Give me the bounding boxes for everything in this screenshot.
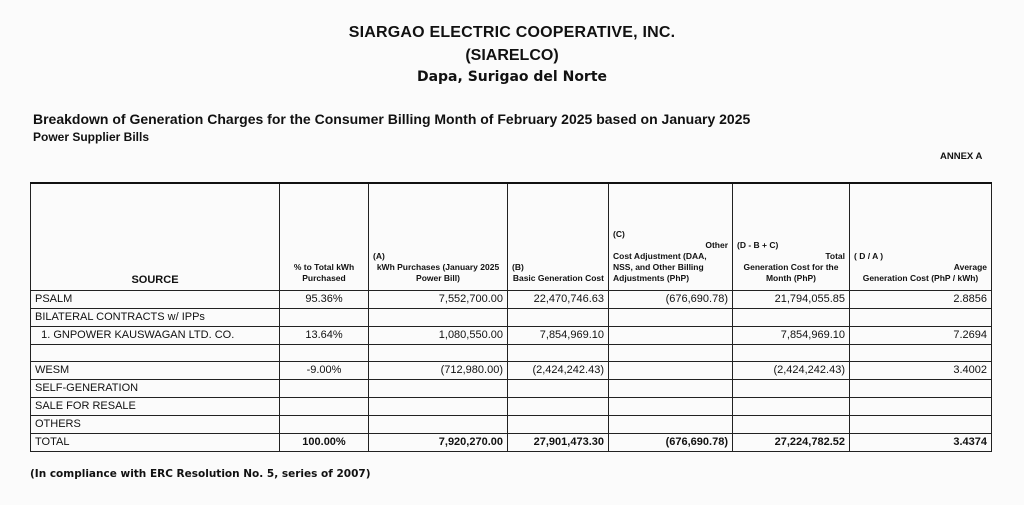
cell-avg <box>850 345 992 362</box>
cell-kwh: 1,080,550.00 <box>369 327 508 345</box>
cell-avg: 7.2694 <box>850 327 992 345</box>
col-header-basic <box>508 183 609 291</box>
cell-total <box>733 398 850 416</box>
cell-pct: 95.36% <box>280 291 369 309</box>
compliance-note: (In compliance with ERC Resolution No. 5, series of 2007) <box>30 468 371 480</box>
cell-source: SELF-GENERATION <box>31 380 280 398</box>
document-title <box>33 110 863 146</box>
cell-avg: 2.8856 <box>850 291 992 309</box>
cell-other <box>609 398 733 416</box>
cell-pct: 13.64% <box>280 327 369 345</box>
cell-source: WESM <box>31 362 280 380</box>
annex-label: ANNEX A <box>940 151 983 162</box>
cell-pct <box>280 380 369 398</box>
table-row <box>31 345 992 362</box>
col-header-other <box>609 183 733 291</box>
cell-total <box>733 416 850 434</box>
col-header-other-mark: (C) <box>613 229 625 239</box>
col-header-kwh-label: kWh Purchases (January 2025 Power Bill) <box>376 262 500 283</box>
total-kwh: 7,920,270.00 <box>369 434 508 452</box>
cell-pct <box>280 416 369 434</box>
col-header-avg <box>850 183 992 291</box>
cell-kwh <box>369 416 508 434</box>
cell-total <box>733 309 850 327</box>
col-header-total-label: Generation Cost for the Month (PhP) <box>743 262 839 283</box>
organization-abbreviation: (SIARELCO) <box>465 47 559 64</box>
cell-total: (2,424,242.43) <box>733 362 850 380</box>
cell-other: (676,690.78) <box>609 291 733 309</box>
table-row <box>31 291 992 309</box>
generation-charges-table <box>30 182 992 452</box>
cell-source: PSALM <box>31 291 280 309</box>
col-header-basic-mark: (B) <box>512 262 524 272</box>
cell-basic <box>508 398 609 416</box>
cell-pct <box>280 309 369 327</box>
cell-total <box>733 380 850 398</box>
title-line-1: Breakdown of Generation Charges for the Consumer Billing Month of February 2025 based on January 2025 <box>33 111 751 127</box>
cell-avg <box>850 398 992 416</box>
cell-kwh: 7,552,700.00 <box>369 291 508 309</box>
table-row <box>31 309 992 327</box>
cell-source: OTHERS <box>31 416 280 434</box>
cell-pct <box>280 345 369 362</box>
total-other: (676,690.78) <box>609 434 733 452</box>
cell-pct <box>280 398 369 416</box>
cell-kwh <box>369 309 508 327</box>
total-pct: 100.00% <box>280 434 369 452</box>
col-header-kwh <box>369 183 508 291</box>
cell-kwh <box>369 398 508 416</box>
cell-basic: 22,470,746.63 <box>508 291 609 309</box>
cell-source: SALE FOR RESALE <box>31 398 280 416</box>
cell-basic <box>508 380 609 398</box>
cell-source: 1. GNPOWER KAUSWAGAN LTD. CO. <box>31 327 280 345</box>
cell-total: 7,854,969.10 <box>733 327 850 345</box>
col-header-avg-label: Generation Cost (PhP / kWh) <box>862 273 979 283</box>
cell-basic <box>508 309 609 327</box>
col-header-other-head: Other <box>705 240 728 250</box>
cell-kwh: (712,980.00) <box>369 362 508 380</box>
cell-total: 21,794,055.85 <box>733 291 850 309</box>
col-header-total-head: Total <box>825 251 845 261</box>
cell-total <box>733 345 850 362</box>
cell-other <box>609 380 733 398</box>
title-line-2: Power Supplier Bills <box>33 130 150 144</box>
col-header-total <box>733 183 850 291</box>
col-header-source: SOURCE <box>31 183 280 291</box>
col-header-basic-label: Basic Generation Cost <box>512 273 604 283</box>
cell-kwh <box>369 345 508 362</box>
organization-name: SIARGAO ELECTRIC COOPERATIVE, INC. <box>348 24 676 41</box>
cell-avg <box>850 309 992 327</box>
cell-basic <box>508 416 609 434</box>
cell-avg <box>850 380 992 398</box>
table-row <box>31 362 992 380</box>
table-row <box>31 327 992 345</box>
cell-other <box>609 327 733 345</box>
cell-basic <box>508 345 609 362</box>
cell-pct: -9.00% <box>280 362 369 380</box>
cell-kwh <box>369 380 508 398</box>
col-header-pct-label: % to Total kWh Purchased <box>293 262 355 283</box>
cell-basic: 7,854,969.10 <box>508 327 609 345</box>
table-row <box>31 380 992 398</box>
col-header-avg-mark: ( D / A ) <box>854 251 884 261</box>
col-header-pct <box>280 183 369 291</box>
table-header-row <box>31 183 992 291</box>
table-row <box>31 398 992 416</box>
total-generation-cost: 27,224,782.52 <box>733 434 850 452</box>
col-header-avg-head: Average <box>953 262 987 272</box>
cell-other <box>609 309 733 327</box>
organization-location: Dapa, Surigao del Norte <box>416 69 608 85</box>
total-avg: 3.4374 <box>850 434 992 452</box>
col-header-total-mark: (D - B + C) <box>737 240 779 250</box>
cell-avg <box>850 416 992 434</box>
cell-avg: 3.4002 <box>850 362 992 380</box>
cell-other <box>609 362 733 380</box>
col-header-other-label: Cost Adjustment (DAA, NSS, and Other Billing Adjustments (PhP) <box>613 251 707 283</box>
total-row <box>31 434 992 452</box>
cell-basic: (2,424,242.43) <box>508 362 609 380</box>
total-basic: 27,901,473.30 <box>508 434 609 452</box>
total-label: TOTAL <box>31 434 280 452</box>
cell-other <box>609 345 733 362</box>
col-header-kwh-mark: (A) <box>373 251 385 261</box>
cell-other <box>609 416 733 434</box>
table-row <box>31 416 992 434</box>
cell-source: BILATERAL CONTRACTS w/ IPPs <box>31 309 280 327</box>
cell-source <box>31 345 280 362</box>
